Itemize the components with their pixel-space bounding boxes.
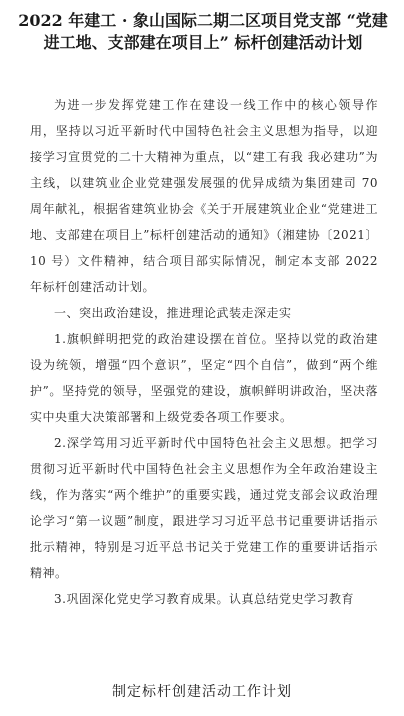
list-item-3: 3.巩固深化党史学习教育成果。认真总结党史学习教育 [54, 592, 354, 606]
image-caption: 制定标杆创建活动工作计划 [112, 684, 292, 700]
section-heading-1: 一、突出政治建设，推进理论武装走深走实 [54, 306, 292, 320]
list-item-1: 1.旗帜鲜明把党的政治建设摆在首位。坚持以党的政治建设为统领，增强“四个意识”，坚定“四个自信”，做到“两个维护”。坚持党的领导，坚强党的建设，旗帜鲜明讲政治，坚决落实中央重大决策部署和上级党委各项工作要求。 [30, 332, 378, 424]
document-body [30, 92, 378, 612]
document-title: 2022 年建工 · 象山国际二期二区项目党支部 “党建进工地、支部建在项目上” 标杆创建活动计划 [18, 11, 388, 52]
list-item-2: 2.深学笃用习近平新时代中国特色社会主义思想。把学习贯彻习近平新时代中国特色社会主义思想作为全年政治建设主线，作为落实“两个维护”的重要实践，通过党支部会议政治理论学习“第一议题”制度，跟进学习习近平总书记重要讲话指示批示精神，特别是习近平总书记关于党建工作的重要讲话指示精神。 [30, 436, 378, 580]
intro-paragraph: 为进一步发挥党建工作在建设一线工作中的核心领导作用，坚持以习近平新时代中国特色社会主义思想为指导，以迎接学习宣贯党的二十大精神为重点，以“建工有我 我必建功”为主线，以建筑业企业党建强发展强的优异成绩为集团建司 70 周年献礼，根据省建筑业协会《关于开展建筑业企业“党建进工地、支部建在项目上”标杆创建活动的通知》（湘建协〔2021〕10 号）文件精神，结合项目部实际情况，制定本支部 2022 年标杆创建活动计划。 [30, 98, 378, 294]
